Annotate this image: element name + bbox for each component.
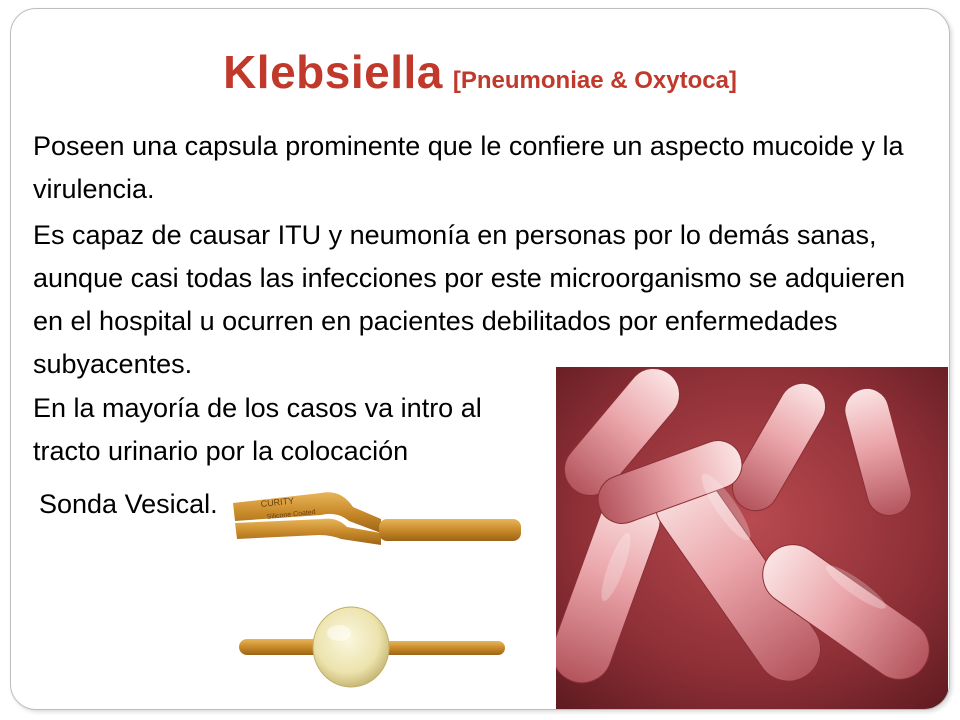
bacteria-microscopy-image [556, 367, 948, 709]
title-subtitle: [Pneumoniae & Oxytoca] [452, 67, 737, 94]
paragraph-capsule: Poseen una capsula prominente que le confiere un aspecto mucoide y la virulencia. [33, 131, 904, 204]
catheter-image [231, 475, 521, 695]
catheter-brand-sublabel: Silicone Coated [266, 508, 316, 521]
slide-title [11, 45, 949, 99]
paragraph-introduction: En la mayoría de los casos va intro al tracto urinario por la colocación [33, 393, 482, 466]
slide-frame [10, 8, 950, 710]
paragraph-itu: Es capaz de causar ITU y neumonía en personas por lo demás sanas, aunque casi todas las infecciones por este microorganismo se adquieren en el hospital u ocurren en pacientes debilitados por enfermedades subyacentes. [33, 220, 906, 379]
paragraph-sonda: Sonda Vesical. [39, 489, 218, 519]
catheter-brand-label: CURITY [260, 495, 295, 509]
title-main: Klebsiella [223, 46, 443, 98]
